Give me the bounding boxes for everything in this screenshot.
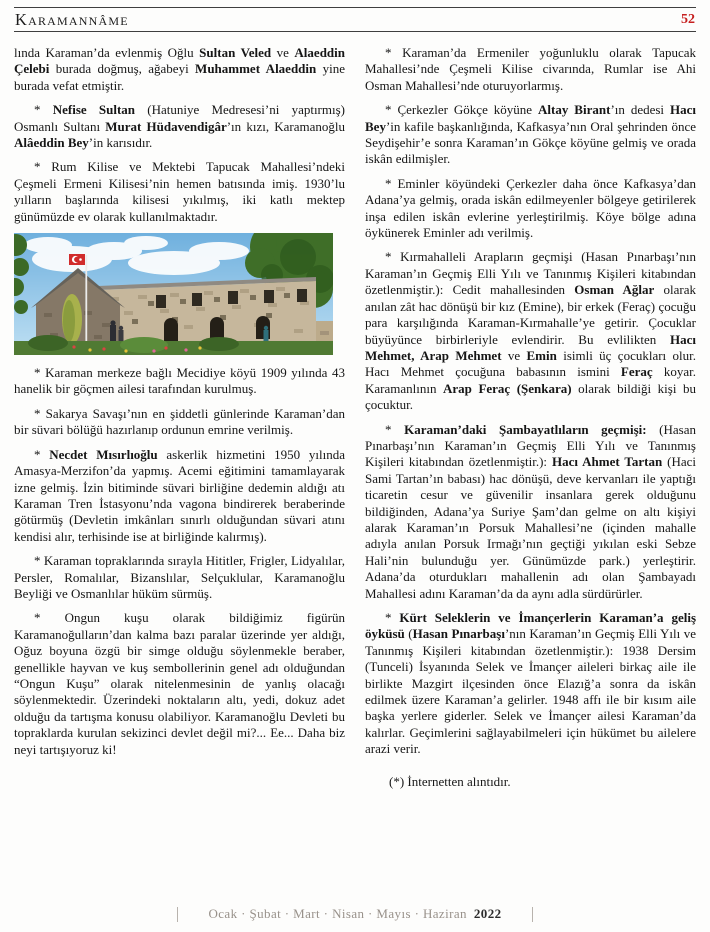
left-column	[14, 45, 345, 803]
paragraph: * Nefise Sultan (Hatuniye Medresesi’ni yaptırmış) Osmanlı Sultanı Murat Hüdavendigâr’ın kızı, Karamanoğlu Alâeddin Bey’in karısıdır.	[14, 102, 346, 151]
footer-year: 2022	[473, 906, 502, 921]
footer-right-bar	[532, 907, 533, 922]
left-column-bottom-paragraphs	[14, 365, 345, 758]
paragraph: lında Karaman’da evlenmiş Oğlu Sultan Veled ve Alaeddin Çelebi burada doğmuş, ağabeyi Muhammet Alaeddin yine burada vefat etmiştir.	[14, 45, 345, 93]
article-body	[14, 45, 696, 803]
footer-left-bar	[177, 907, 178, 922]
paragraph: * Karaman’daki Şambayatlıların geçmişi: (Hasan Pınarbaşı’nın Karaman’ın Geçmiş Elli Yılı ve Tanınmış Kişileri kitabından özetlenmiştir.): Hacı Ahmet Tartan (Haci Sami Tartan’ın babası) hac dönüşü, deve kervanları ile yaptığı ticaretin cesur ve güvenilir insanlara gerek olduğunu bildiğinden, Adana’ya Suriye Şam’dan gelme on altı kişiyi alarak Karaman’ın Porsuk Mahallesi’ne (içinden mahalle adıyla anılan Porsuk Irmağı’nın geçtiği yıkılan eski Sebze Hali’nin bulunduğu yer. Günümüzde park.) yerleştirir. Adana’da oturdukları mahallenin adı olan Şambayadı Mahallesi adını Karaman’da da aynı adla sürdürürler.	[365, 421, 696, 601]
left-column-top-paragraphs	[14, 45, 345, 225]
header-bottom-rule	[14, 31, 696, 32]
right-column-paragraphs	[365, 45, 696, 758]
page-number: 52	[681, 11, 695, 27]
footer-months: Ocak · Şubat · Mart · Nisan · Mayıs · Haziran	[208, 906, 467, 921]
footnote: (*) İnternetten alıntıdır.	[389, 773, 511, 789]
paragraph: * Ongun kuşu olarak bildiğimiz figürün Karamanoğulların’dan kalma bazı paralar üzerinde yer aldığı, Oğuz boyuna özgü bir simge olduğu söylenmekle beraber, genellikle hayvan ve kuş sembollerinin genel adı olduğundan “Ongun Kuşu” olarak nitelenmesinin de yanlış olacağı söylenmektedir. Üzerindeki noktaların altı, yedi, dokuz adet olduğu da tartışma konusu olabiliyor. Karamanoğlu Devleti bu topraklarda kurulan sekizinci devlet değil mi?... Ee... Daha biz neyi tartışıyoruz ki!	[14, 610, 345, 757]
paragraph: * Necdet Mısırlıoğlu askerlik hizmetini 1950 yılında Amasya-Merzifon’da yapmış. Acemi eğitimini tamamlayarak izne gelmiş. İzin bitiminde süvari birliğine dedemin aldığı atı Karaman Tren İstasyonu’nda vagona bindirerek beraberinde götürmüş (Devletin imkânları sınırlı olduğundan süvari atını kendisi alır, terhisinde ise at birliğinde kalırmış).	[14, 446, 346, 544]
paragraph: * Kürt Seleklerin ve İmançerlerin Karaman’a geliş öyküsü (Hasan Pınarbaşı’nın Karaman’ın Geçmiş Elli Yılı ve Tanınmış Kişileri kitabından özetlenmiştir.): 1938 Dersim (Tunceli) İsyanında Selek ve İmançer aileleri birkaç aile ile birlikte Mazgirt ilçesinden önce Elazığ’a sonra da iskân edilmek üzere Karaman’a gelirler. 1948 affı ile bir kısım aile başka yerlere giderler. Selek ve İmançer ailesi Karaman’da kalırlar. Geçimlerini sağlayabilmeleri için hükümet bu ailelere arazi verir.	[365, 610, 696, 757]
paragraph: * Çerkezler Gökçe köyüne Altay Birant’ın dedesi Hacı Bey’in kafile başkanlığında, Kafkasya’nın Oral şehrinden önce Seydişehir’e sonra Karaman’ın Gökçe köyüne gelmiş ve orada iskân edilmişler.	[365, 102, 696, 167]
karaman-building-photo	[14, 233, 333, 355]
page-footer	[0, 906, 710, 922]
paragraph: * Karaman topraklarında sırayla Hititler, Frigler, Lidyalılar, Persler, Romalılar, Bizanslılar, Selçuklular, Karamanoğlu Beyliği ve Osmanlılar hüküm sürmüş.	[14, 553, 345, 601]
paragraph: * Eminler köyündeki Çerkezler daha önce Kafkasya’dan Adana’ya gelmiş, orada iskân edilmeyenler bölgeye getirilerek inşa edilen iskân evlerine yerleştirilmiş. Köye bölge adına öykünerek Eminler adı verilmiş.	[365, 175, 696, 241]
paragraph: * Sakarya Savaşı’nın en şiddetli günlerinde Karaman’dan bir süvari bölüğü hazırlanıp ordunun emrine verilmiş.	[14, 405, 345, 438]
page-title: Karamannâme	[15, 9, 129, 29]
paragraph: * Rum Kilise ve Mektebi Tapucak Mahallesi’ndeki Çeşmeli Ermeni Kilisesi’nin hemen batısında imiş. 1930’lu yılların başlarında kilisesi yıkılmış, iki katlı mektep günümüzde ev olarak kullanılmaktadır.	[14, 159, 345, 224]
paragraph: * Kırmahalleli Arapların geçmişi (Hasan Pınarbaşı’nın Karaman’ın Geçmiş Elli Yılı ve Tanınmış Kişileri kitabından özetlenmiştir.): Cedit mahallesinden Osman Ağlar olarak anılan zât hac dönüşü bir kız (Emine), bir erkek (Feraç) çocuğu para karşılığında Karaman-Kırmahalle’ye getirir. Çocuklar büyüyünce birbirleriyle evlendirir. Bu evlilikten Hacı Mehmet, Arap Mehmet ve Emin isimli üç çocukları olur. Hacı Mehmet çocuğuna babasının ismini Feraç koyar. Karamanlının Arap Feraç (Şenkara) olarak bildiği kişi bu çocuktur.	[365, 249, 697, 413]
paragraph: * Karaman merkeze bağlı Mecidiye köyü 1909 yılında 43 hanelik bir göçmen ailesi tarafından kurulmuş.	[14, 365, 345, 397]
page-header	[14, 8, 696, 31]
paragraph: * Karaman’da Ermeniler yoğunluklu olarak Tapucak Mahallesi’nde Çeşmeli Kilise civarında, Rumlar ise Ahi Osman Mahallesi’nde oturuyorlarmış.	[365, 45, 696, 93]
footer-issue	[208, 906, 501, 922]
right-column	[365, 45, 696, 803]
